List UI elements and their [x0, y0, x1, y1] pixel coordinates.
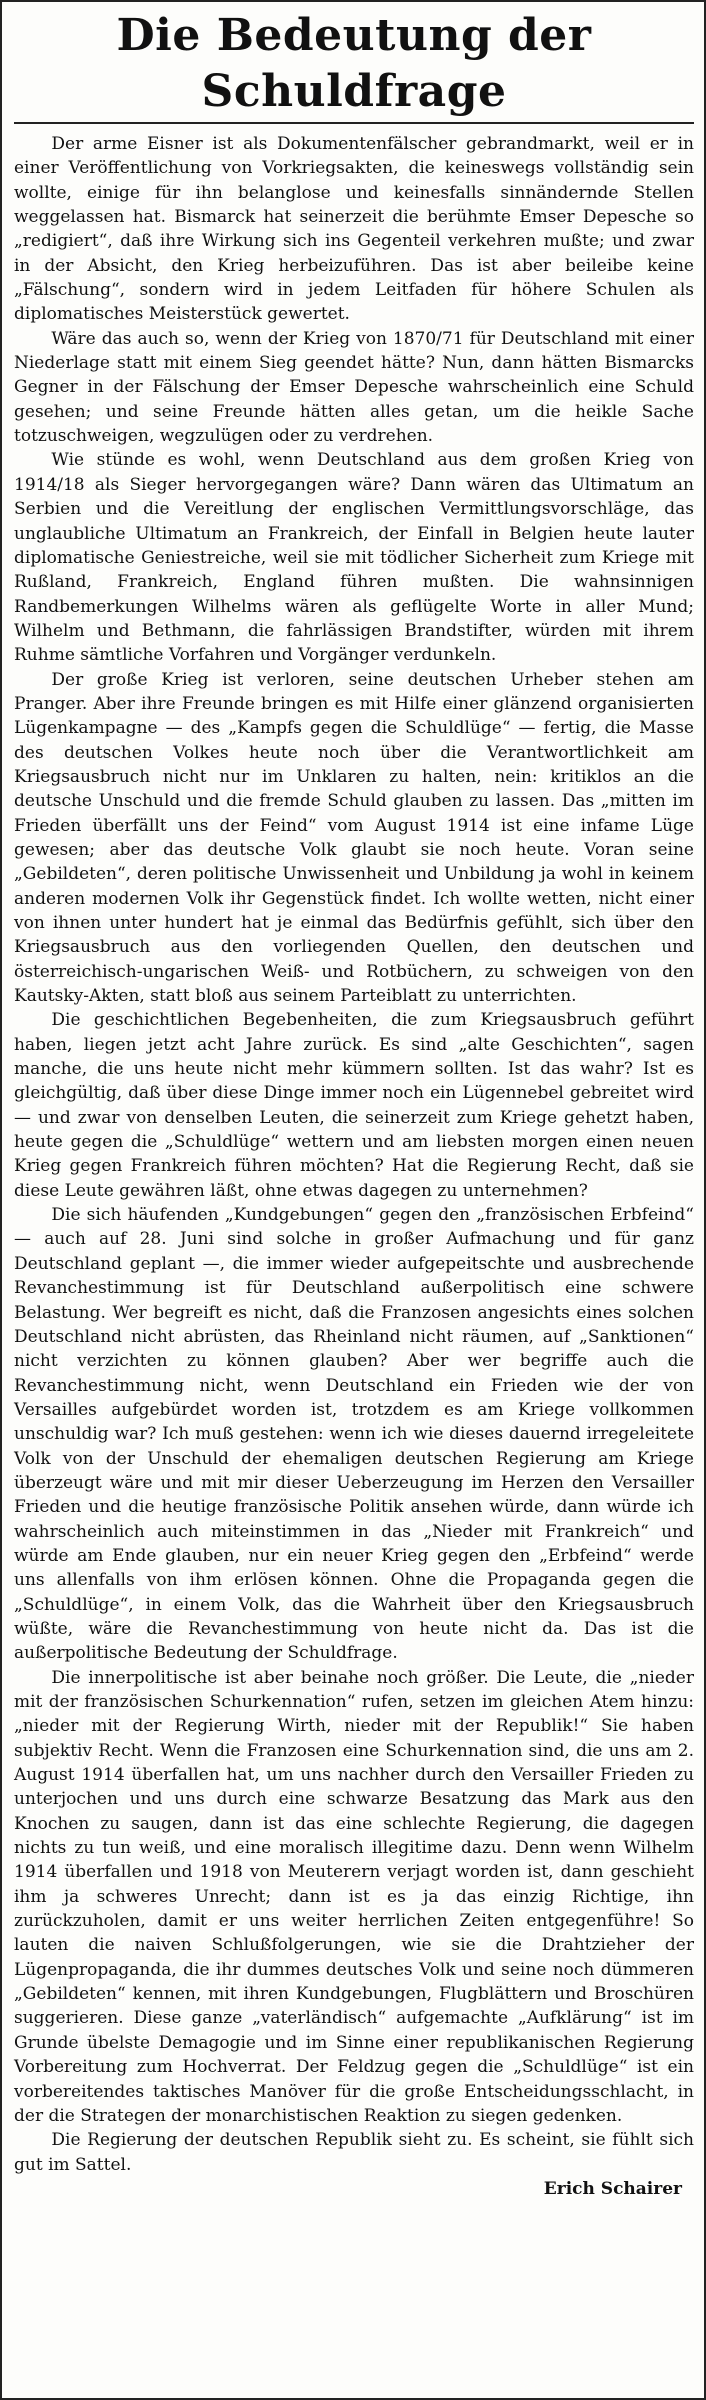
paragraph-4: Der große Krieg ist verloren, seine deutschen Urheber stehen am Pranger. Aber ihre Freunde bringen es mit Hilfe einer glänzend organisierten Lügenkampagne — des „Kampfs gegen die Schuldlüge“ — fertig, die Masse des deutschen Volkes heute noch über die Verantwortlichkeit am Kriegsausbruch nicht nur im Unklaren zu halten, nein: kritiklos an die deutsche Unschuld und die fremde Schuld glauben zu lassen. Das „mitten im Frieden überfällt uns der Feind“ vom August 1914 ist eine infame Lüge gewesen; aber das deutsche Volk glaubt sie noch heute. Voran seine „Gebildeten“, deren politische Unwissenheit und Unbildung ja wohl in keinem anderen modernen Volk ihr Gegenstück findet. Ich wollte wetten, nicht einer von ihnen unter hundert hat je einmal das Bedürfnis gefühlt, sich über den Kriegsausbruch aus den vorliegenden Quellen, den deutschen und österreichisch-ungarischen Weiß- und Rotbüchern, zu schweigen von den Kautsky-Akten, statt bloß aus seinem Parteiblatt zu unterrichten. — [14, 669, 694, 1007]
author-signature: Erich Schairer — [543, 2178, 682, 2199]
paragraph-1: Der arme Eisner ist als Dokumentenfälscher gebrandmarkt, weil er in einer Veröffentlichung von Vorkriegsakten, die keineswegs vollständig sein wollte, einige für ihn belanglose und keinesfalls sinnändernde Stellen weggelassen hat. Bismarck hat seinerzeit die berühmte Emser Depesche so „redigiert“, daß ihre Wirkung sich ins Gegenteil verkehren mußte; und zwar in der Absicht, den Krieg herbeizuführen. Das ist aber beileibe keine „Fälschung“, sondern wird in jedem Leitfaden für höhere Schulen als diplomatisches Meisterstück gewertet. — [14, 134, 694, 325]
paragraph-3: Wie stünde es wohl, wenn Deutschland aus dem großen Krieg von 1914/18 als Sieger hervorgegangen wäre? Dann wären das Ultimatum an Serbien und die Vereitlung der englischen Vermittlungsvorschläge, das unglaubliche Ultimatum an Frankreich, der Einfall in Belgien heute lauter diplomatische Geniestreiche, weil sie mit tödlicher Sicherheit zum Kriege mit Rußland, Frankreich, England führen mußten. Die wahnsinnigen Randbemerkungen Wilhelms wären als geflügelte Worte in aller Mund; Wilhelm und Bethmann, die fahrlässigen Brandstifter, würden mit ihrem Ruhme sämtliche Vorfahren und Vorgänger verdunkeln. — [14, 450, 694, 666]
headline-area — [14, 8, 694, 124]
paragraph-5: Die geschichtlichen Begebenheiten, die zum Kriegsausbruch geführt haben, liegen jetzt acht Jahre zurück. Es sind „alte Geschichten“, sagen manche, die uns heute nicht mehr kümmern sollten. Ist das wahr? Ist es gleichgültig, daß über diese Dinge immer noch ein Lügennebel gebreitet wird — und zwar von denselben Leuten, die seinerzeit zum Kriege gehetzt haben, heute gegen die „Schuldlüge“ wettern und am liebsten morgen einen neuen Krieg gegen Frankreich führen möchten? Hat die Regierung Recht, daß sie diese Leute gewähren läßt, ohne etwas dagegen zu unternehmen? — [14, 1010, 694, 1201]
paragraph-8: Die Regierung der deutschen Republik sieht zu. Es scheint, sie fühlt sich gut im Sattel. — [14, 2130, 694, 2175]
paragraph-6: Die sich häufenden „Kundgebungen“ gegen den „französischen Erbfeind“ — auch auf 28. Juni sind solche in großer Aufmachung und für ganz Deutschland geplant —, die immer wieder aufgepeitschte und ausbrechende Revanchestimmung ist für Deutschland außerpolitisch eine schwere Belastung. Wer begreift es nicht, daß die Franzosen angesichts eines solchen Deutschland nicht abrüsten, das Rheinland nicht räumen, auf „Sanktionen“ nicht verzichten zu können glauben? Aber wer begriffe auch die Revanchestimmung nicht, wenn Deutschland ein Frieden wie der von Versailles aufgebürdet worden ist, trotzdem es am Kriege vollkommen unschuldig war? Ich muß gestehen: wenn ich wie dieses dauernd irregeleitete Volk von der Unschuld der ehemaligen deutschen Regierung am Kriege überzeugt wäre und mit mir dieser Ueberzeugung im Herzen den Versailler Frieden und die heutige französische Politik ansehen würde, dann würde ich wahrscheinlich auch miteinstimmen in das „Nieder mit Frankreich“ und würde am Ende glauben, nur ein neuer Krieg gegen den „Erbfeind“ werde uns allenfalls von ihm erlösen können. Ohne die Propaganda gegen die „Schuldlüge“, in einem Volk, das die Wahrheit über den Kriegsausbruch wüßte, wäre die Revanchestimmung von heute nicht da. Das ist die außerpolitische Bedeutung der Schuldfrage. — [14, 1205, 694, 1664]
article-body — [14, 132, 694, 2201]
paragraph-2: Wäre das auch so, wenn der Krieg von 1870/71 für Deutschland mit einer Niederlage statt mit einem Sieg geendet hätte? Nun, dann hätten Bismarcks Gegner in der Fälschung der Emser Depesche wahrscheinlich eine Schuld gesehen; und seine Freunde hätten alles getan, um die heikle Sache totzuschweigen, wegzulügen oder zu verdrehen. — [14, 328, 694, 447]
article-headline: Die Bedeutung der Schuldfrage — [116, 10, 592, 117]
paragraph-7: Die innerpolitische ist aber beinahe noch größer. Die Leute, die „nieder mit der französischen Schurkennation“ rufen, setzen im gleichen Atem hinzu: „nieder mit der Regierung Wirth, nieder mit der Republik!“ Sie haben subjektiv Recht. Wenn die Franzosen eine Schurkennation sind, die uns am 2. August 1914 überfallen hat, um uns nachher durch den Versailler Frieden zu unterjochen und uns durch eine schwarze Besatzung das Mark aus den Knochen zu saugen, dann ist das eine schlechte Regierung, die dagegen nichts zu tun weiß, und eine moralisch illegitime dazu. Denn wenn Wilhelm 1914 überfallen und 1918 von Meuterern verjagt worden ist, dann geschieht ihm ja schweres Unrecht; dann ist es ja das einzig Richtige, ihn zurückzuholen, damit er uns weiter herrlichen Zeiten entgegenführe! So lauten die naiven Schlußfolgerungen, wie sie die Drahtzieher der Lügenpropaganda, die ihr dummes deutsches Volk und seine noch dümmeren „Gebildeten“ kennen, mit ihren Kundgebungen, Flugblättern und Broschüren suggerieren. Diese ganze „vaterländisch“ aufgemachte „Aufklärung“ ist im Grunde übelste Demagogie und im Sinne einer republikanischen Regierung Vorbereitung zum Hochverrat. Der Feldzug gegen die „Schuldlüge“ ist ein vorbereitendes taktisches Manöver für die große Entscheidungsschlacht, in der die Strategen der monarchistischen Reaktion zu siegen gedenken. — [14, 1667, 694, 2126]
